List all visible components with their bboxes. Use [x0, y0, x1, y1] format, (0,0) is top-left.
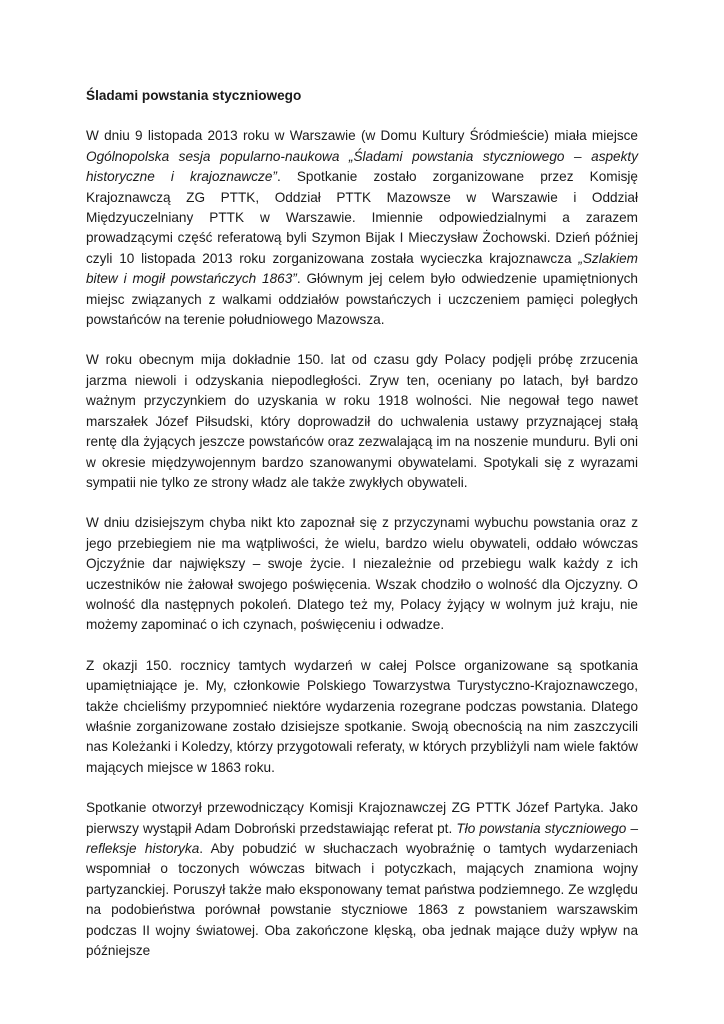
paragraph-3 — [86, 513, 638, 635]
text-run: Spotkanie otworzył przewodniczący Komisji Krajoznawczej ZG PTTK Józef Partyka. Jako pierwszy wystąpił Adam Dobroński przedstawiając referat pt. — [86, 800, 638, 836]
italic-text-run: Ogólnopolska sesja popularno-naukowa „Śladami powstania styczniowego – aspekty historyczne i krajoznawcze” — [86, 148, 638, 185]
text-run: . Aby pobudzić w słuchaczach wyobraźnię o tamtych wydarzeniach wspomniał o toczonych wówczas bitwach i potyczkach, mających znamiona wojny partyzanckiej. Poruszył także mało eksponowany temat państwa podziemnego. Ze względu na podobieństwa porównał powstanie styczniowe 1863 z powstaniem warszawskim podczas II wojny światowej. Oba zakończone klęską, oba jednak mające duży wpływ na późniejsze — [86, 841, 638, 959]
paragraph-list — [86, 126, 638, 961]
text-run: W dniu 9 listopada 2013 roku w Warszawie (w Domu Kultury Śródmieście) miała miejsce — [86, 128, 638, 144]
text-run: Z okazji 150. rocznicy tamtych wydarzeń w całej Polsce organizowane są spotkania upamiętniające je. My, członkowie Polskiego Towarzystwa Turystyczno-Krajoznawczego, także chcieliśmy przypomnieć niektóre wydarzenia rozegrane podczas powstania. Dlatego właśnie zorganizowane zostało dzisiejsze spotkanie. Swoją obecnością na nim zaszczycili nas Koleżanki i Koledzy, którzy przygotowali referaty, w których przybliżyli nam wiele faktów mających miejsce w 1863 roku. — [86, 657, 638, 775]
paragraph-2 — [86, 350, 638, 493]
text-run: . Spotkanie zostało zorganizowane przez Komisję Krajoznawczą ZG PTTK, Oddział PTTK Mazowsze w Warszawie i Oddział Międzyuczelniany PTTK w Warszawie. Imiennie odpowiedzialnymi a zarazem prowadzącymi część referatową byli Szymon Bijak I Mieczysław Żochowski. Dzień później czyli 10 listopada 2013 roku zorganizowana została wycieczka krajoznawcza — [86, 169, 638, 266]
italic-text-run: „Szlakiem bitew i mogił powstańczych 1863” — [86, 250, 638, 287]
document-body — [86, 86, 638, 981]
paragraph-1 — [86, 126, 638, 330]
document-title: Śladami powstania styczniowego — [86, 88, 302, 103]
italic-text-run: Tło powstania styczniowego – refleksje historyka — [86, 820, 639, 856]
paragraph-4 — [86, 656, 638, 778]
text-run: W dniu dzisiejszym chyba nikt kto zapoznał się z przyczynami wybuchu powstania oraz z jego przebiegiem nie ma wątpliwości, że wielu, bardzo wielu obywateli, oddało wówczas Ojczyźnie dar największy – swoje życie. I niezależnie od przebiegu walk każdy z ich uczestników nie żałował swojego poświęcenia. Wszak chodziło o wolność dla Ojczyzny. O wolność dla następnych pokoleń. Dlatego też my, Polacy żyjący w wolnym już kraju, nie możemy zapominać o ich czynach, poświęceniu i odwadze. — [86, 515, 638, 633]
paragraph-5 — [86, 798, 638, 961]
text-run: . Głównym jej celem było odwiedzenie upamiętnionych miejsc związanych z walkami oddziałów powstańczych i uczczeniem pamięci poległych powstańców na terenie południowego Mazowsza. — [86, 271, 638, 328]
text-run: W roku obecnym mija dokładnie 150. lat od czasu gdy Polacy podjęli próbę zrzucenia jarzma niewoli i odzyskania niepodległości. Zryw ten, oceniany po latach, był bardzo ważnym przyczynkiem do uzyskania w roku 1918 wolności. Nie negował tego nawet marszałek Józef Piłsudski, który doprowadził do uchwalenia ustawy przyznającej stałą rentę dla żyjących jeszcze powstańców oraz zezwalającą im na noszenie munduru. Byli oni w okresie międzywojennym bardzo szanowanymi obywatelami. Spotykali się z wyrazami sympatii nie tylko ze strony władz ale także zwykłych obywateli. — [86, 352, 638, 490]
